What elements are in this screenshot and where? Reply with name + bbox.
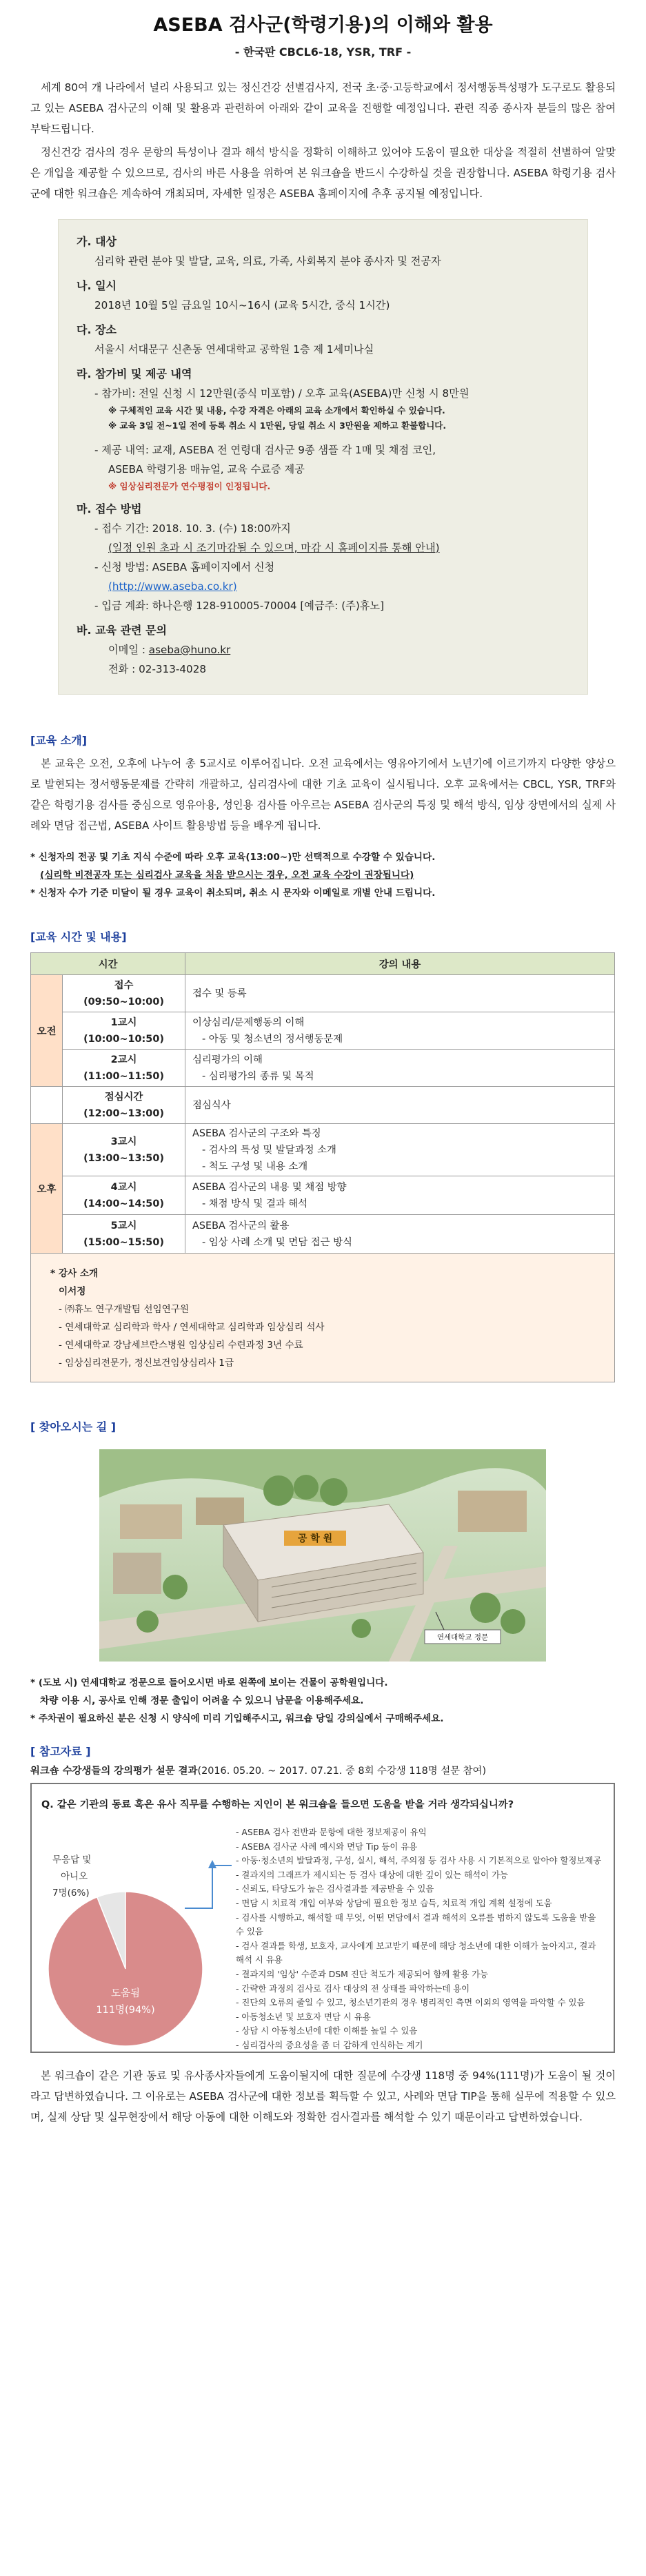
lecturer-name: 이서정 — [59, 1286, 86, 1297]
contact-email-link[interactable]: aseba@huno.kr — [148, 644, 231, 656]
table-row — [31, 1176, 615, 1215]
lecturer-row — [31, 1254, 615, 1382]
content-cell — [185, 1215, 615, 1254]
location-note-car: 차량 이용 시, 공사로 인해 정문 출입이 어려울 수 있으니 남문을 이용해주세요. — [40, 1695, 364, 1706]
survey-reason-item: - 면담 시 치료적 개입 여부와 상담에 필요한 정보 습득, 치료적 개입 계획 설정에 도움 — [236, 1897, 552, 1908]
table-row — [31, 1215, 615, 1254]
slot-label: 5교시 — [110, 1220, 137, 1231]
table-row — [31, 1012, 615, 1050]
location-notes — [30, 1674, 616, 1728]
course-warnings — [30, 848, 616, 902]
survey-reason-item: - 심리검사의 중요성을 좀 더 감하게 인식하는 계기 — [236, 2039, 423, 2050]
table-row — [31, 975, 615, 1012]
schedule-header-row — [31, 953, 615, 975]
content-cell — [185, 975, 615, 1012]
slot-cell — [63, 1176, 185, 1215]
slot-time: (09:50~10:00) — [83, 996, 164, 1008]
contact-heading: 바. 교육 관련 문의 — [77, 624, 167, 637]
slot-time: (12:00~13:00) — [83, 1107, 164, 1119]
apply-online: - 신청 방법: ASEBA 홈페이지에서 신청 — [94, 561, 275, 573]
location-heading: [ 찾아오시는 길 ] — [30, 1420, 117, 1433]
content-sub: - 검사의 특성 및 발달과정 소개 — [202, 1144, 336, 1156]
warning-afternoon-only: * 신청자의 전공 및 기초 지식 수준에 따라 오후 교육(13:00~)만 선택적으로 수강할 수 있습니다. — [30, 852, 436, 863]
content-title: 심리평가의 이해 — [192, 1054, 263, 1065]
refund-note: ※ 교육 3일 전~1일 전에 등록 취소 시 1만원, 당일 취소 시 3만원을 제하고 환불합니다. — [108, 420, 447, 431]
survey-reason-item: - 진단의 오류의 줄일 수 있고, 청소년기관의 경우 병리적인 측면 이외의 영역을 파악할 수 있음 — [236, 1997, 585, 2008]
survey-reason-item: - 신뢰도, 타당도가 높은 검사결과를 제공받을 수 있음 — [236, 1883, 434, 1894]
pie-yes-value: 111명(94%) — [96, 2005, 155, 2016]
pie-yes-label: 도움됨 — [110, 1988, 141, 1999]
campus-map-illustration — [99, 1449, 546, 1662]
lecturer-cell — [31, 1254, 615, 1382]
slot-label: 2교시 — [110, 1054, 137, 1065]
info-box — [58, 219, 588, 695]
slot-time: (15:00~15:50) — [83, 1236, 164, 1248]
course-intro-text — [30, 753, 616, 836]
warning-recommend-morning: (심리학 비전공자 또는 심리검사 교육을 처음 받으시는 경우, 오전 교육 수강이 권장됩니다) — [40, 870, 414, 881]
pie-no-value: 7명(6%) — [52, 1888, 90, 1899]
survey-reason-item: - 결과지의 '임상' 수준과 DSM 진단 척도가 제공되어 함께 활용 가능 — [236, 1968, 489, 1979]
slot-cell — [63, 1215, 185, 1254]
survey-question: Q. 같은 기관의 동료 혹은 유사 직무를 수행하는 지인이 본 워크숍을 들으면 도움을 받을 거라 생각되십니까? — [41, 1799, 514, 1810]
slot-time: (10:00~10:50) — [83, 1033, 164, 1045]
slot-cell — [63, 1124, 185, 1176]
col-time: 시간 — [31, 953, 185, 975]
table-row — [31, 1087, 615, 1124]
date-heading: 나. 일시 — [77, 279, 117, 292]
slot-label: 1교시 — [110, 1016, 137, 1028]
content-title: ASEBA 검사군의 활용 — [192, 1220, 290, 1231]
content-sub: - 채점 방식 및 결과 해석 — [202, 1198, 308, 1209]
target-text: 심리학 관련 분야 및 발달, 교육, 의료, 가족, 사회복지 분야 종사자 및 전공자 — [94, 255, 441, 267]
course-intro-paragraph: 본 교육은 오전, 오후에 나누어 총 5교시로 이루어집니다. 오전 교육에서는 영유아기에서 노년기에 이르기까지 다양한 양상으로 발현되는 정서행동문제를 간략히 개괄하고, 심리검사에 대한 기초 교육이 실시됩니다. 오후 교육에서는 CBCL, YSR, TRF와 같은 학령기용 검사를 중심으로 영유아용, 성인용 검사를 아우르는 ASEBA 검사군의 특징 및 해석 방식, 임상 장면에서의 실제 사례와 면담 접근법, ASEBA 사이트 활용방법 등을 배우게 됩니다. — [30, 757, 616, 832]
table-row — [31, 1050, 615, 1087]
aseba-homepage-link[interactable]: (http://www.aseba.co.kr) — [108, 580, 237, 593]
survey-reasons-list — [236, 1826, 605, 2053]
email-label: 이메일 : — [108, 644, 149, 656]
pie-no-label-2: 아니오 — [61, 1871, 88, 1882]
content-title: 이상심리/문제행동의 이해 — [192, 1016, 305, 1028]
fee-heading: 라. 참가비 및 제공 내역 — [77, 367, 192, 380]
content-cell — [185, 1087, 615, 1124]
slot-cell — [63, 975, 185, 1012]
content-sub: - 심리평가의 종류 및 목적 — [202, 1070, 314, 1082]
slot-label: 4교시 — [110, 1181, 137, 1193]
lecturer-item: - ㈜휴노 연구개발팀 선임연구원 — [59, 1304, 190, 1315]
fee-text: - 참가비: 전일 신청 시 12만원(중식 미포함) / 오후 교육(ASEBA)만 신청 시 8만원 — [94, 387, 470, 400]
intro-section — [30, 77, 616, 204]
schedule-table — [30, 952, 615, 1382]
apply-period-note: (일정 인원 초과 시 조기마감될 수 있으며, 마감 시 홈페이지를 통해 안내) — [108, 542, 440, 554]
intro-paragraph: 정신건강 검사의 경우 문항의 특성이나 결과 해석 방식을 정확히 이해하고 있어야 도움이 필요한 대상을 적절히 선별하여 알맞은 개입을 제공할 수 있으므로, 검사의 바른 사용을 위하여 본 워크숍을 반드시 수강하실 것을 권장합니다. ASEBA 학령기용 검사군에 대한 워크숍은 계속하여 개최되며, 자세한 일정은 ASEBA 홈페이지에 추후 공지될 예정입니다. — [30, 146, 616, 200]
slot-label: 3교시 — [110, 1136, 137, 1147]
contact-email-row — [108, 640, 568, 660]
slot-cell — [63, 1087, 185, 1124]
building-label: 공 학 원 — [297, 1533, 333, 1544]
survey-pie-chart — [32, 1824, 232, 2052]
lecturer-item: - 연세대학교 강남세브란스병원 임상심리 수련과정 3년 수료 — [59, 1340, 303, 1351]
gate-label: 연세대학교 정문 — [436, 1633, 489, 1642]
survey-reason-item: - 아동청소년 및 보호자 면담 시 유용 — [236, 2011, 371, 2022]
lecturer-item: - 임상심리전문가, 정신보건임상심리사 1급 — [59, 1358, 234, 1369]
callout-line — [185, 1865, 232, 1908]
closing-section — [30, 2065, 616, 2127]
fee-note: ※ 구체적인 교육 시간 및 내용, 수강 자격은 아래의 교육 소개에서 확인하실 수 있습니다. — [108, 405, 445, 416]
apply-heading: 마. 접수 방법 — [77, 502, 142, 515]
content-cell — [185, 1176, 615, 1215]
callout-arrow — [208, 1860, 216, 1868]
course-intro-heading: [교육 소개] — [30, 734, 88, 747]
slot-label: 점심시간 — [104, 1091, 143, 1103]
campus-map — [99, 1449, 546, 1662]
content-title: ASEBA 검사군의 구조와 특징 — [192, 1127, 321, 1139]
content-sub: - 임상 사례 소개 및 면담 접근 방식 — [202, 1236, 352, 1248]
provide-text-2: ASEBA 학령기용 매뉴얼, 교육 수료증 제공 — [108, 463, 305, 476]
survey-reason-item: - 검사를 시행하고, 해석할 때 무엇, 어떤 면담에서 결과 해석의 오류를 범하지 않도록 도움을 받을 수 있음 — [236, 1912, 596, 1937]
content-title: 점심식사 — [192, 1099, 231, 1111]
survey-reason-item: - 아동·청소년의 발달과정, 구성, 실시, 해석, 주의점 등 검사 사용 시 기본적으로 알아야 할정보제공 — [236, 1855, 602, 1866]
slot-time: (13:00~13:50) — [83, 1152, 164, 1164]
place-text: 서울시 서대문구 신촌동 연세대학교 공학원 1층 제 1세미나실 — [94, 343, 374, 356]
reference-heading: [ 참고자료 ] — [30, 1745, 91, 1758]
period-pm: 오후 — [31, 1124, 63, 1254]
pie-slices — [48, 1892, 203, 2046]
survey-reason-item: - ASEBA 검사군 사례 예시와 면담 Tip 등이 유용 — [236, 1841, 418, 1852]
provide-text: - 제공 내역: 교재, ASEBA 전 연령대 검사군 9종 샘플 각 1매 및 채점 코인, — [94, 444, 436, 456]
survey-meta: (2016. 05.20. ~ 2017. 07.21. 중 8회 수강생 118명 설문 참여) — [197, 1766, 487, 1777]
content-sub: - 척도 구성 및 내용 소개 — [202, 1161, 308, 1172]
lecturer-item: - 연세대학교 심리학과 학사 / 연세대학교 심리학과 임상심리 석사 — [59, 1322, 325, 1333]
location-note-parking: * 주차권이 필요하신 분은 신청 시 양식에 미리 기입해주시고, 워크숍 당일 강의실에서 구매해주세요. — [30, 1713, 444, 1724]
col-content: 강의 내용 — [185, 953, 615, 975]
content-title: ASEBA 검사군의 내용 및 채점 방향 — [192, 1181, 347, 1193]
apply-period: - 접수 기간: 2018. 10. 3. (수) 18:00까지 — [94, 522, 291, 535]
survey-reason-item: - 결과지의 그래프가 제시되는 등 검사 대상에 대한 깊이 있는 해석이 가능 — [236, 1869, 508, 1880]
slot-time: (14:00~14:50) — [83, 1198, 164, 1209]
lecturer-heading: * 강사 소개 — [50, 1268, 99, 1279]
survey-box — [30, 1783, 615, 2053]
location-note-walk: * (도보 시) 연세대학교 정문으로 들어오시면 바로 왼쪽에 보이는 건물이 공학원입니다. — [30, 1677, 388, 1688]
table-row — [31, 1124, 615, 1176]
schedule-heading: [교육 시간 및 내용] — [30, 930, 127, 943]
page-title: ASEBA 검사군(학령기용)의 이해와 활용 — [153, 14, 493, 36]
pie-slice-helpful — [48, 1892, 203, 2046]
survey-reason-item: - 상담 시 아동청소년에 대한 이해를 높일 수 있음 — [236, 2025, 418, 2036]
content-cell — [185, 1050, 615, 1087]
closing-paragraph: 본 워크숍이 같은 기관 동료 및 유사종사자들에게 도움이될지에 대한 질문에 수강생 118명 중 94%(111명)가 도움이 될 것이라고 답변하였습니다. 그 이유로는 ASEBA 검사군에 대한 정보를 획득할 수 있고, 사례와 면담 TIP을 통해 실무에 적용할 수 있으며, 실제 상담 및 실무현장에서 해당 아동에 대한 이해도와 정확한 검사결과를 해석할 수 있기 때문이라고 답변하였습니다. — [30, 2069, 616, 2123]
page-subtitle: - 한국판 CBCL6-18, YSR, TRF - — [234, 45, 412, 59]
credit-note: ※ 임상심리전문가 연수평점이 인정됩니다. — [108, 481, 271, 491]
survey-caption — [30, 1763, 616, 1777]
period-am: 오전 — [31, 975, 63, 1087]
intro-paragraph: 세계 80여 개 나라에서 널리 사용되고 있는 정신건강 선별검사지, 전국 초·중·고등학교에서 정서행동특성평가 도구로도 활용되고 있는 ASEBA 검사군의 이해 및 활용과 관련하여 아래와 같이 교육을 진행할 예정입니다. 관련 직종 종사자 분들의 많은 참여 부탁드립니다. — [30, 81, 616, 135]
content-title: 접수 및 등록 — [192, 988, 247, 999]
survey-reason-item: - 간략한 과정의 검사로 검사 대상의 전 상태를 파악하는데 용이 — [236, 1983, 470, 1994]
place-heading: 다. 장소 — [77, 323, 117, 336]
content-sub: - 아동 및 청소년의 정서행동문제 — [202, 1033, 343, 1045]
content-cell — [185, 1124, 615, 1176]
content-cell — [185, 1012, 615, 1050]
warning-cancel: * 신청자 수가 기준 미달이 될 경우 교육이 취소되며, 취소 시 문자와 이메일로 개별 안내 드립니다. — [30, 888, 436, 899]
slot-cell — [63, 1050, 185, 1087]
lunch-blank-cell — [31, 1087, 63, 1124]
slot-time: (11:00~11:50) — [83, 1070, 164, 1082]
target-heading: 가. 대상 — [77, 235, 117, 248]
survey-title: 워크숍 수강생들의 강의평가 설문 결과 — [30, 1766, 198, 1777]
date-text: 2018년 10월 5일 금요일 10시~16시 (교육 5시간, 중식 1시간) — [94, 299, 390, 311]
slot-label: 접수 — [114, 979, 134, 991]
contact-phone: 전화 : 02-313-4028 — [108, 663, 207, 675]
survey-reason-item: - ASEBA 검사 전반과 문항에 대한 정보제공이 유익 — [236, 1827, 427, 1837]
pie-no-label-1: 무응답 및 — [52, 1854, 92, 1865]
survey-reason-item: - 검사 결과를 학생, 보호자, 교사에게 보고받기 때문에 해당 청소년에 대한 이해가 높아지고, 결과 해석 시 유용 — [236, 1940, 596, 1965]
apply-bank: - 입금 계좌: 하나은행 128-910005-70004 [예금주: (주)휴노] — [94, 600, 385, 612]
slot-cell — [63, 1012, 185, 1050]
